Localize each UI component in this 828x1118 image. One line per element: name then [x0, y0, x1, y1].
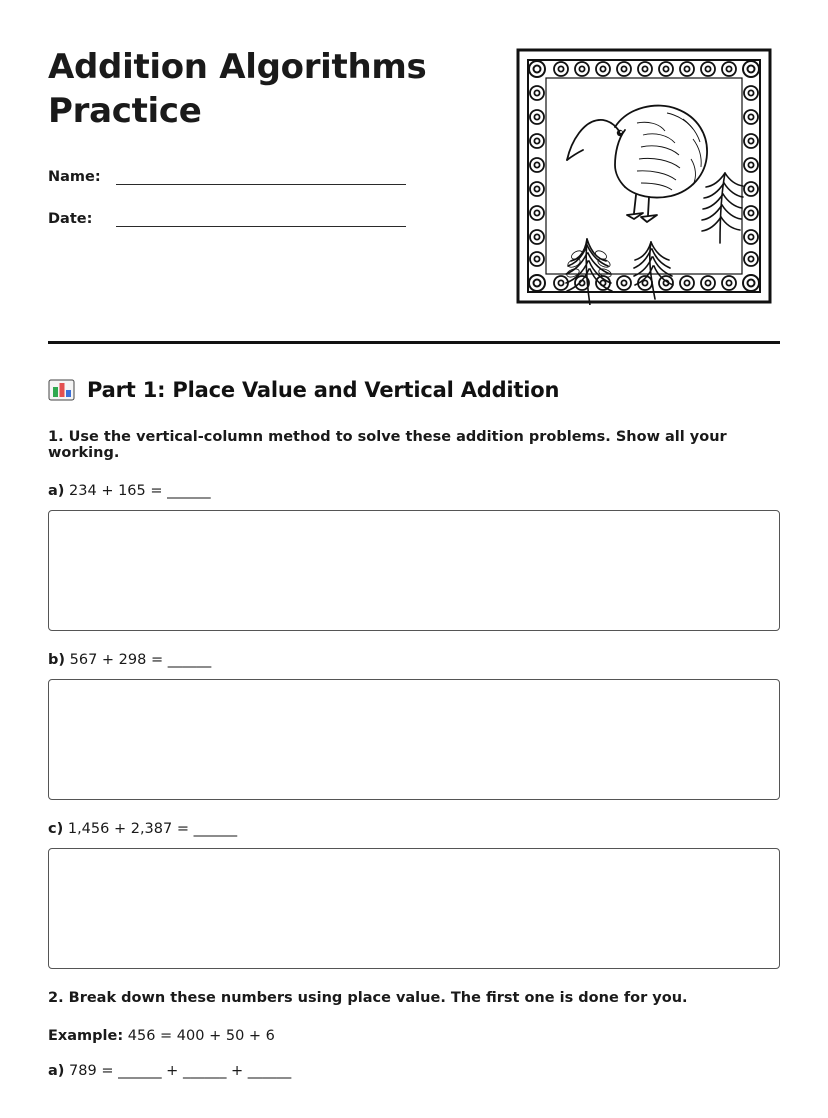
name-field-row — [48, 163, 488, 185]
name-field-label: Name: — [48, 169, 101, 186]
header-text-block — [48, 40, 488, 247]
question-1c-text — [48, 821, 780, 837]
date-field-row — [48, 205, 488, 227]
question-1-instruction: 1. Use the vertical-column method to solve these addition problems. Show all your working. — [48, 429, 727, 461]
worksheet-header — [48, 40, 780, 305]
bar-chart-icon — [48, 376, 75, 403]
section-1-title: Part 1: Place Value and Vertical Addition — [87, 377, 560, 402]
question-2-example — [48, 1028, 780, 1044]
date-field-label: Date: — [48, 211, 93, 228]
question-1a-text — [48, 483, 780, 499]
question-2a-text — [48, 1063, 780, 1079]
date-input-line[interactable] — [116, 212, 406, 227]
question-1b-label: b) — [48, 652, 66, 668]
question-1b-expression: 567 + 298 = ______ — [69, 652, 212, 668]
question-1c-answer-box[interactable] — [48, 848, 780, 969]
question-1a-label: a) — [48, 483, 65, 499]
question-1c-expression: 1,456 + 2,387 = ______ — [67, 821, 238, 837]
question-2a-expression: 789 = ______ + ______ + ______ — [69, 1063, 292, 1079]
question-1b-answer-box[interactable] — [48, 679, 780, 800]
question-1b-text — [48, 652, 780, 668]
page-title: Addition Algorithms Practice — [48, 47, 427, 131]
question-2-example-expression: 456 = 400 + 50 + 6 — [127, 1028, 275, 1044]
question-2-instruction: 2. Break down these numbers using place value. The first one is done for you. — [48, 990, 688, 1006]
name-input-line[interactable] — [116, 170, 406, 185]
question-2-example-label: Example: — [48, 1028, 124, 1044]
question-1a-expression: 234 + 165 = ______ — [69, 483, 211, 499]
question-2a-label: a) — [48, 1063, 65, 1079]
kiwi-bird-with-ferns-ornamental-border-image — [515, 47, 773, 305]
header-divider — [48, 341, 780, 344]
question-1a-answer-box[interactable] — [48, 510, 780, 631]
section-1-heading — [48, 376, 780, 403]
question-1c-label: c) — [48, 821, 64, 837]
